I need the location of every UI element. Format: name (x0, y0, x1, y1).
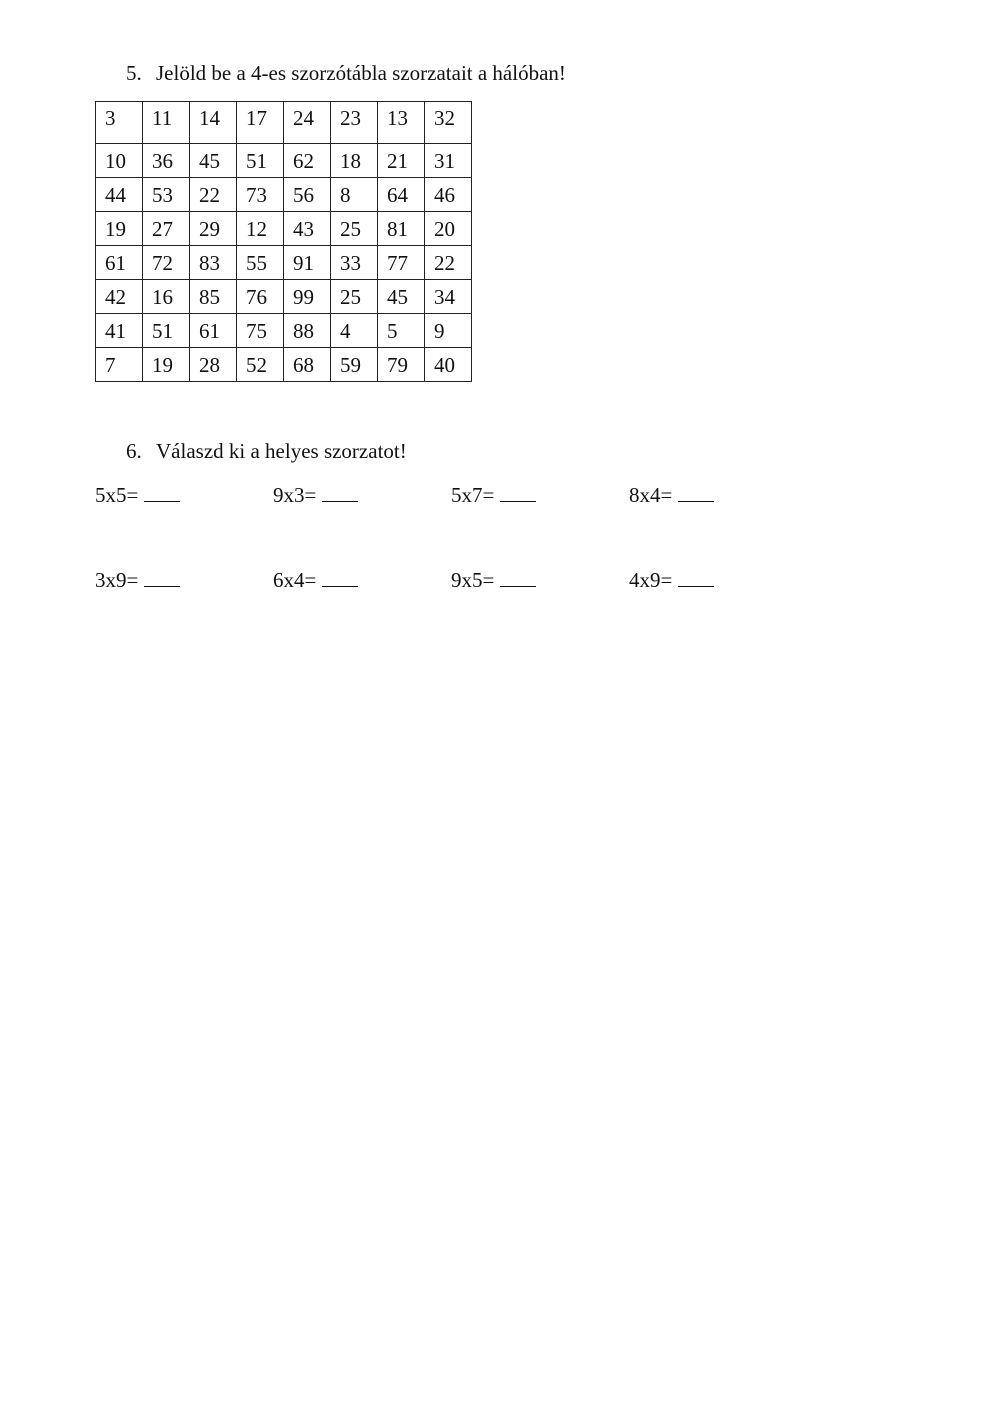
multiplication-exercise (451, 567, 629, 592)
grid-cell[interactable]: 76 (237, 280, 284, 314)
grid-cell[interactable]: 43 (284, 212, 331, 246)
grid-row (96, 280, 472, 314)
answer-blank[interactable] (500, 482, 536, 502)
grid-cell[interactable]: 9 (425, 314, 472, 348)
grid-cell[interactable]: 22 (425, 246, 472, 280)
grid-cell[interactable]: 53 (143, 178, 190, 212)
grid-row (96, 246, 472, 280)
grid-cell[interactable]: 44 (96, 178, 143, 212)
grid-cell[interactable]: 27 (143, 212, 190, 246)
grid-cell[interactable]: 72 (143, 246, 190, 280)
grid-cell[interactable]: 99 (284, 280, 331, 314)
multiplication-exercise (629, 482, 807, 507)
grid-cell[interactable]: 33 (331, 246, 378, 280)
grid-cell[interactable]: 79 (378, 348, 425, 382)
grid-cell[interactable]: 75 (237, 314, 284, 348)
grid-cell[interactable]: 46 (425, 178, 472, 212)
grid-cell[interactable]: 32 (425, 102, 472, 144)
grid-row (96, 178, 472, 212)
grid-cell[interactable]: 22 (190, 178, 237, 212)
grid-row (96, 212, 472, 246)
grid-cell[interactable]: 61 (190, 314, 237, 348)
grid-cell[interactable]: 56 (284, 178, 331, 212)
grid-cell[interactable]: 12 (237, 212, 284, 246)
grid-cell[interactable]: 3 (96, 102, 143, 144)
exercise-label: 9x5= (451, 568, 495, 592)
grid-cell[interactable]: 85 (190, 280, 237, 314)
grid-cell[interactable]: 41 (96, 314, 143, 348)
answer-blank[interactable] (500, 567, 536, 587)
multiplication-exercise (629, 567, 807, 592)
grid-cell[interactable]: 88 (284, 314, 331, 348)
multiplication-exercise (451, 482, 629, 507)
grid-cell[interactable]: 36 (143, 144, 190, 178)
grid-cell[interactable]: 31 (425, 144, 472, 178)
grid-cell[interactable]: 51 (143, 314, 190, 348)
multiplication-exercise (273, 567, 451, 592)
grid-cell[interactable]: 4 (331, 314, 378, 348)
grid-cell[interactable]: 40 (425, 348, 472, 382)
answer-blank[interactable] (678, 482, 714, 502)
multiplication-exercise (273, 482, 451, 507)
grid-cell[interactable]: 17 (237, 102, 284, 144)
exercise-label: 3x9= (95, 568, 139, 592)
grid-cell[interactable]: 62 (284, 144, 331, 178)
grid-cell[interactable]: 7 (96, 348, 143, 382)
grid-cell[interactable]: 34 (425, 280, 472, 314)
exercise-row (95, 567, 807, 592)
grid-cell[interactable]: 55 (237, 246, 284, 280)
exercise-label: 5x5= (95, 483, 139, 507)
grid-cell[interactable]: 59 (331, 348, 378, 382)
grid-cell[interactable]: 81 (378, 212, 425, 246)
task-6-number: 6. (126, 439, 142, 463)
grid-cell[interactable]: 28 (190, 348, 237, 382)
task-5-heading (126, 61, 566, 85)
answer-blank[interactable] (144, 482, 180, 502)
task-6-heading (126, 439, 407, 463)
grid-cell[interactable]: 83 (190, 246, 237, 280)
task-5-number: 5. (126, 61, 142, 85)
answer-blank[interactable] (144, 567, 180, 587)
grid-row (96, 314, 472, 348)
multiplication-exercise (95, 567, 273, 592)
grid-cell[interactable]: 5 (378, 314, 425, 348)
grid-cell[interactable]: 64 (378, 178, 425, 212)
grid-cell[interactable]: 24 (284, 102, 331, 144)
task-5-instruction: Jelöld be a 4-es szorzótábla szorzatait a hálóban! (156, 61, 566, 85)
grid-cell[interactable]: 11 (143, 102, 190, 144)
grid-cell[interactable]: 45 (190, 144, 237, 178)
grid-cell[interactable]: 10 (96, 144, 143, 178)
exercise-label: 8x4= (629, 483, 673, 507)
grid-cell[interactable]: 61 (96, 246, 143, 280)
exercise-label: 6x4= (273, 568, 317, 592)
answer-blank[interactable] (322, 567, 358, 587)
grid-cell[interactable]: 51 (237, 144, 284, 178)
grid-cell[interactable]: 8 (331, 178, 378, 212)
grid-cell[interactable]: 13 (378, 102, 425, 144)
grid-cell[interactable]: 68 (284, 348, 331, 382)
grid-cell[interactable]: 19 (96, 212, 143, 246)
answer-blank[interactable] (678, 567, 714, 587)
grid-cell[interactable]: 16 (143, 280, 190, 314)
grid-cell[interactable]: 52 (237, 348, 284, 382)
grid-cell[interactable]: 42 (96, 280, 143, 314)
answer-blank[interactable] (322, 482, 358, 502)
grid-cell[interactable]: 21 (378, 144, 425, 178)
exercise-row (95, 482, 807, 507)
grid-cell[interactable]: 25 (331, 212, 378, 246)
grid-cell[interactable]: 91 (284, 246, 331, 280)
grid-cell[interactable]: 25 (331, 280, 378, 314)
grid-cell[interactable]: 45 (378, 280, 425, 314)
task-6-instruction: Válaszd ki a helyes szorzatot! (156, 439, 407, 463)
grid-row (96, 348, 472, 382)
grid-row (96, 144, 472, 178)
grid-cell[interactable]: 14 (190, 102, 237, 144)
grid-cell[interactable]: 29 (190, 212, 237, 246)
number-grid (95, 101, 472, 382)
exercise-label: 9x3= (273, 483, 317, 507)
grid-cell[interactable]: 19 (143, 348, 190, 382)
grid-cell[interactable]: 20 (425, 212, 472, 246)
grid-cell[interactable]: 18 (331, 144, 378, 178)
grid-row (96, 102, 472, 144)
grid-cell[interactable]: 73 (237, 178, 284, 212)
multiplication-exercise (95, 482, 273, 507)
exercise-label: 5x7= (451, 483, 495, 507)
grid-cell[interactable]: 23 (331, 102, 378, 144)
exercise-label: 4x9= (629, 568, 673, 592)
grid-cell[interactable]: 77 (378, 246, 425, 280)
